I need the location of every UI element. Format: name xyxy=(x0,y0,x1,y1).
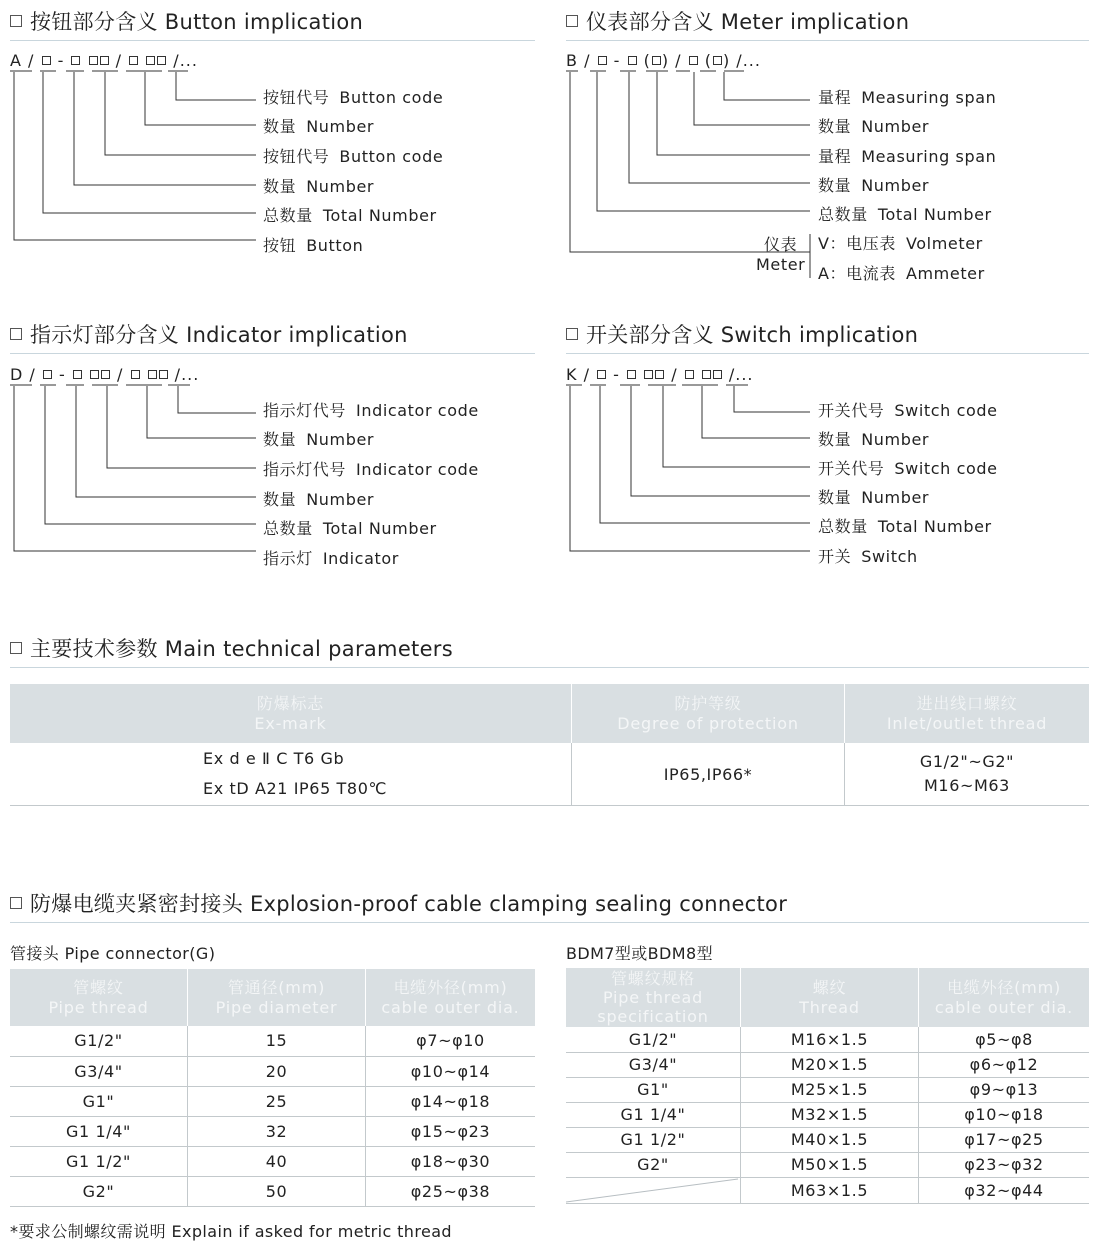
button-legend-row: 数量 Number xyxy=(263,117,375,136)
meter-legend-row: 量程 Measuring span xyxy=(818,88,997,107)
switch-legend-row: 总数量 Total Number xyxy=(818,517,992,536)
bdm-thread-spec-cell: G1 1/2" xyxy=(566,1127,741,1152)
bdm-thread-cell: M32×1.5 xyxy=(741,1102,919,1127)
pipe-thread-header: 管螺纹 Pipe thread xyxy=(10,969,188,1026)
connector-section-title: 防爆电缆夹紧密封接头 Explosion-proof cable clamping sealing connector xyxy=(10,888,787,918)
button-legend-row: 数量 Number xyxy=(263,177,375,196)
pipe-thread-cell: G1 1/4" xyxy=(10,1116,188,1146)
section-divider xyxy=(10,667,1089,668)
bdm-cable-dia-cell: φ17~φ25 xyxy=(919,1127,1090,1152)
cable-dia-cell: φ14~φ18 xyxy=(366,1086,536,1116)
protection-cell: IP65,IP66* xyxy=(572,743,845,806)
exmark-cell: Ex d e Ⅱ C T6 Gb Ex tD A21 IP65 T80℃ xyxy=(10,743,572,806)
switch-code-formula: K / - / /... xyxy=(566,365,754,384)
pipe-diameter-cell: 15 xyxy=(188,1026,366,1056)
table-row xyxy=(566,1127,1089,1152)
bdm-empty-diagonal-cell xyxy=(566,1177,741,1203)
table-row xyxy=(566,1102,1089,1127)
indicator-legend-row: 数量 Number xyxy=(263,490,375,509)
table-row xyxy=(10,1176,535,1206)
switch-section-title: 开关部分含义 Switch implication xyxy=(566,319,918,349)
table-row xyxy=(566,1052,1089,1077)
metric-thread-note: *要求公制螺纹需说明 Explain if asked for metric thread xyxy=(10,1222,452,1241)
bdm-thread-spec-cell: G3/4" xyxy=(566,1052,741,1077)
table-row xyxy=(566,1177,1089,1203)
table-row xyxy=(10,1026,535,1056)
bdm-thread-spec-cell: G2" xyxy=(566,1152,741,1177)
bdm-cable-dia-cell: φ9~φ13 xyxy=(919,1077,1090,1102)
table-row xyxy=(566,1152,1089,1177)
meter-legend-row: 数量 Number xyxy=(818,176,930,195)
pipe-diameter-cell: 20 xyxy=(188,1056,366,1086)
bdm-thread-spec-cell: G1" xyxy=(566,1077,741,1102)
params-header-row xyxy=(10,684,1089,743)
cable-dia-header: 电缆外径(mm) cable outer dia. xyxy=(366,969,536,1026)
button-legend-row: 按钮代号 Button code xyxy=(263,147,444,166)
pipe-connector-table xyxy=(10,969,535,1207)
pipe-diameter-cell: 40 xyxy=(188,1146,366,1176)
indicator-legend-row: 数量 Number xyxy=(263,430,375,449)
switch-legend-row: 开关 Switch xyxy=(818,547,918,566)
pipe-thread-cell: G1 1/2" xyxy=(10,1146,188,1176)
indicator-section-title: 指示灯部分含义 Indicator implication xyxy=(10,319,408,349)
params-section-title: 主要技术参数 Main technical parameters xyxy=(10,633,453,663)
switch-legend-row: 数量 Number xyxy=(818,430,930,449)
meter-legend-row: 数量 Number xyxy=(818,117,930,136)
pipe-connector-subtitle: 管接头 Pipe connector(G) xyxy=(10,944,216,963)
ammeter-row: A：电流表 Ammeter xyxy=(818,264,985,283)
table-row xyxy=(566,1077,1089,1102)
bdm-thread-spec-cell: G1 1/4" xyxy=(566,1102,741,1127)
cable-dia-cell: φ15~φ23 xyxy=(366,1116,536,1146)
indicator-legend-row: 指示灯代号 Indicator code xyxy=(263,401,479,420)
bdm-thread-cell: M16×1.5 xyxy=(741,1027,919,1052)
pipe-thread-cell: G1/2" xyxy=(10,1026,188,1056)
pipe-diameter-cell: 25 xyxy=(188,1086,366,1116)
table-row xyxy=(10,1086,535,1116)
indicator-legend-row: 总数量 Total Number xyxy=(263,519,437,538)
thread-cell: G1/2"~G2" M16~M63 xyxy=(845,743,1090,806)
bdm-cable-dia-header: 电缆外径(mm) cable outer dia. xyxy=(919,968,1090,1027)
table-row xyxy=(10,1116,535,1146)
button-legend-row: 总数量 Total Number xyxy=(263,206,437,225)
bdm-cable-dia-cell: φ10~φ18 xyxy=(919,1102,1090,1127)
bdm-cable-dia-cell: φ23~φ32 xyxy=(919,1152,1090,1177)
switch-legend-row: 数量 Number xyxy=(818,488,930,507)
params-table xyxy=(10,684,1089,806)
pipe-diameter-cell: 50 xyxy=(188,1176,366,1206)
button-section-title: 按钮部分含义 Button implication xyxy=(10,6,363,36)
bdm-cable-dia-cell: φ5~φ8 xyxy=(919,1027,1090,1052)
pipe-header-row xyxy=(10,969,535,1026)
checkbox-square-icon xyxy=(10,897,22,909)
thread-header: 进出线口螺纹 Inlet/outlet thread xyxy=(845,684,1090,743)
pipe-diameter-header: 管通径(mm) Pipe diameter xyxy=(188,969,366,1026)
cable-dia-cell: φ18~φ30 xyxy=(366,1146,536,1176)
cable-dia-cell: φ7~φ10 xyxy=(366,1026,536,1056)
meter-code-formula: B / - ( ) / ( ) /... xyxy=(566,51,761,70)
pipe-thread-cell: G3/4" xyxy=(10,1056,188,1086)
bdm-header-row xyxy=(566,968,1089,1027)
exmark-header: 防爆标志 Ex-mark xyxy=(10,684,572,743)
bdm-subtitle: BDM7型或BDM8型 xyxy=(566,944,713,963)
diagonal-line xyxy=(566,1178,738,1203)
cable-dia-cell: φ10~φ14 xyxy=(366,1056,536,1086)
bdm-thread-cell: M20×1.5 xyxy=(741,1052,919,1077)
bdm-connector-table xyxy=(566,968,1089,1204)
bdm-thread-cell: M50×1.5 xyxy=(741,1152,919,1177)
bdm-thread-spec-cell: G1/2" xyxy=(566,1027,741,1052)
checkbox-square-icon xyxy=(10,642,22,654)
params-data-row xyxy=(10,743,1089,806)
bdm-thread-cell: M40×1.5 xyxy=(741,1127,919,1152)
protection-header: 防护等级 Degree of protection xyxy=(572,684,845,743)
bdm-cable-dia-cell: φ32~φ44 xyxy=(919,1177,1090,1203)
pipe-diameter-cell: 32 xyxy=(188,1116,366,1146)
indicator-code-formula: D / - / /... xyxy=(10,365,200,384)
switch-legend-row: 开关代号 Switch code xyxy=(818,401,998,420)
meter-legend-row: 总数量 Total Number xyxy=(818,205,992,224)
table-row xyxy=(10,1146,535,1176)
pipe-thread-cell: G2" xyxy=(10,1176,188,1206)
bdm-cable-dia-cell: φ6~φ12 xyxy=(919,1052,1090,1077)
bdm-thread-spec-header: 管螺纹规格 Pipe thread specification xyxy=(566,968,741,1027)
button-legend-row: 按钮 Button xyxy=(263,236,364,255)
table-row xyxy=(566,1027,1089,1052)
button-code-formula: A / - / /... xyxy=(10,51,198,70)
table-row xyxy=(10,1056,535,1086)
bdm-thread-cell: M25×1.5 xyxy=(741,1077,919,1102)
pipe-thread-cell: G1" xyxy=(10,1086,188,1116)
cable-dia-cell: φ25~φ38 xyxy=(366,1176,536,1206)
bdm-thread-header: 螺纹 Thread xyxy=(741,968,919,1027)
volmeter-row: V：电压表 Volmeter xyxy=(818,234,983,253)
meter-type-en: Meter xyxy=(756,255,806,274)
button-legend-row: 按钮代号 Button code xyxy=(263,88,444,107)
indicator-legend-row: 指示灯代号 Indicator code xyxy=(263,460,479,479)
meter-type-zh: 仪表 xyxy=(764,235,798,254)
switch-legend-row: 开关代号 Switch code xyxy=(818,459,998,478)
indicator-legend-row: 指示灯 Indicator xyxy=(263,549,399,568)
meter-legend-row: 量程 Measuring span xyxy=(818,147,997,166)
section-divider xyxy=(10,922,1089,923)
meter-section-title: 仪表部分含义 Meter implication xyxy=(566,6,909,36)
bdm-thread-cell: M63×1.5 xyxy=(741,1177,919,1203)
